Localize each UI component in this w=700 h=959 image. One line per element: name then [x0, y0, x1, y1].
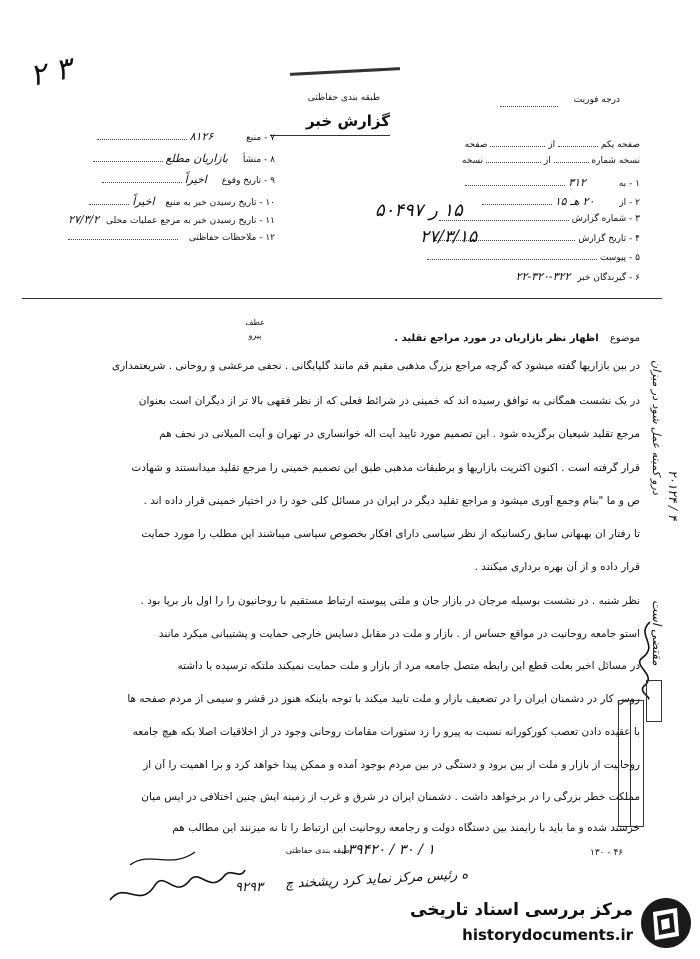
form-dots	[89, 204, 129, 205]
header-stroke	[290, 67, 400, 76]
form-label: ۷ - منبع	[246, 133, 275, 143]
body-line: روس کار در دشمنان ایران را در تضعیف بازار و ملت تایید میکند با توجه باینکه هنوز در قشر و سیمی از مردم صفحه ها	[127, 693, 640, 705]
form-value: ۲۷/۳/۲	[68, 213, 100, 226]
body-line: نظر شنبه . در نشست بوسیله مرجان در بازار جان و ملتی پیوسته ارتباط مستقیم با روحانیون را را اول بار برپا بود .	[140, 595, 640, 607]
body-line: در مسائل اخیر بعلت قطع این رابطه متصل جامعه مرد از بازار و ملت حمایت نمیکند ملتکه ترسیده یا داشته	[177, 660, 640, 672]
form-label: ۸ - منشأ	[242, 155, 275, 165]
footer-date-number: ۱۳۹۴۲۰ / ۳۰ / ۱	[340, 842, 435, 858]
copy-of: از	[543, 156, 551, 166]
routing-stamp-small	[646, 680, 662, 722]
form-value: اخیراً	[132, 195, 155, 208]
priority-label: درجه فوریت	[573, 95, 620, 105]
watermark-logo-icon	[639, 896, 693, 950]
form-value: ۳۱۲	[568, 176, 586, 189]
report-date-handwritten: ۲۷/۳/۱۵	[420, 227, 478, 247]
subject-line	[360, 333, 640, 344]
footer-handwritten-number: ۹۲۹۳	[235, 880, 263, 895]
form-label: ۱۲ - ملاحظات حفاظتی	[188, 233, 275, 243]
form-label: ۳ - شماره گزارش	[571, 214, 640, 224]
form-dots	[558, 146, 598, 147]
form-label: ۵ - پیوست	[599, 253, 640, 263]
form-dots	[97, 139, 187, 140]
classification-bottom: طبقه بندی حفاظتی	[285, 846, 350, 855]
copy-copy: نسخه	[461, 156, 484, 166]
body-line: روحانیت از بازار و ملت از بین برود و دستگی در بین مردم بوجود آمده و ممکن پیدا خواهد کرد و برا اهمیت را آن از	[143, 759, 640, 771]
form-dots	[93, 161, 163, 162]
form-value: بازاریان مطلع	[165, 152, 228, 165]
watermark-url: historydocuments.ir	[462, 926, 633, 944]
body-line: استو جامعه روحانیت در مواقع حساس از . بازار و ملت در مقابل دسایس خارجی حمایت و پشتیبانی میکرد مانند	[158, 628, 640, 640]
right-form-row-6	[405, 270, 640, 283]
body-line: با عقیده دادن تعصب کورکورانه نسبت به پیرو را زد ستورات مقامات روحانی وجود در از اخلاقیات اصلا بکه هیچ جامعه	[132, 726, 640, 738]
report-number-handwritten: ۱۵ ر ۵۰۴۹۷	[375, 200, 463, 221]
footer-signature-scribble	[100, 840, 250, 920]
form-value: ۸۱۲۶	[189, 130, 214, 143]
left-form-row-9	[30, 173, 275, 186]
form-separator	[22, 298, 662, 299]
margin-note-top: درو کمیته عمل شود در میزان	[650, 360, 663, 495]
form-label: ۹ - تاریخ وقوع	[221, 176, 275, 186]
form-value: ۳۲۲-۳۲۰-۲۲	[515, 270, 571, 283]
form-label: ۲ - از	[619, 198, 640, 208]
form-label: ۱ - به	[618, 179, 640, 189]
form-value: اخیراً	[184, 173, 207, 186]
footer-date-prefix: ۱۳۰ - ۴۶	[590, 848, 624, 858]
header-rule	[270, 135, 390, 136]
form-value: ۲۰ هـ ۱۵	[554, 195, 595, 208]
form-dots	[68, 239, 178, 240]
margin-note-mid: ۲۰۱۲۴ / ۴	[666, 470, 680, 521]
body-line: مرجع تقلید شیعیان برگزیده شود . این تصمیم مورد تایید آیت اله خوانساری در تهران و آیت المیلانی در نجف هم	[159, 428, 640, 440]
reference-stamp-top: عطف	[245, 318, 265, 327]
right-form-row-5	[405, 253, 640, 263]
routing-stamp	[618, 700, 644, 827]
sheet-of: از	[548, 140, 556, 150]
body-line: در بین بازاریها گفته میشود که گرچه مراجع بزرگ مذهبی مقیم قم مانند گلپایگانی . نجفی مرعشی و روحانی . شریعتمداری	[111, 360, 640, 372]
sheet-label: صفحه یکم	[600, 140, 640, 150]
form-label: ۱۱ - تاریخ رسیدن خبر به مرجع عملیات محلی	[106, 216, 275, 226]
reference-stamp-bottom: پیرو	[248, 331, 262, 340]
body-line: مملکت خطر بزرگی را در برخواهد داشت . دشمنان ایران در شرق و غرب از زمینه ایش چنین اختلافی در ایس میان	[141, 791, 640, 803]
form-dots	[554, 162, 589, 163]
copy-row	[405, 156, 640, 166]
form-dots	[102, 182, 182, 183]
body-line: تا رفتار ان بهبهانی سابق رکسانیکه از نظر سیاسی دارای افکار بخصوص سیاسی میباشند این مطلب را مورد حمایت	[141, 528, 640, 540]
form-dots	[427, 259, 597, 260]
margin-note-bottom: مقتضی است	[650, 600, 664, 666]
left-form-row-10	[30, 195, 275, 208]
left-form-row-8	[30, 152, 275, 165]
left-form-row-11	[30, 213, 275, 226]
page-number-handwritten: ۲ ۳	[26, 51, 75, 94]
form-label: ۴ - تاریخ گزارش	[578, 234, 640, 244]
body-line: قرار داده و از آن بهره برداری میکنند .	[474, 561, 640, 573]
sheet-page: صفحه	[464, 140, 488, 150]
form-label: ۶ - گیرندگان خبر	[577, 273, 640, 283]
copy-label: نسخه شماره	[591, 156, 640, 166]
watermark	[410, 892, 695, 954]
form-dots	[465, 185, 565, 186]
body-line: ص و ما "بنام وجمع آوری میشود و مراجع تقلید دیگر در ایران در مسائل کلی خود را در اختیار خمینی قرار داده اند .	[143, 495, 640, 507]
left-form-row-12	[30, 233, 275, 243]
watermark-title: مرکز بررسی اسناد تاریخی	[410, 900, 633, 920]
form-dots	[490, 146, 545, 147]
form-dots	[486, 162, 541, 163]
right-form-row-1	[405, 176, 640, 189]
footer-handwritten-note: ه رئیس مرکز نماید کرد ریشخند چ	[284, 867, 469, 892]
subject-label: موضوع	[609, 333, 640, 344]
body-line: قرار گرفته است . اکنون اکثریت بازاریها و برطبقات مذهبی طبق این تصمیم خمینی را مرجع تقلید میدانستند و شهادت	[131, 462, 640, 474]
classification-top: طبقه بندی حفاظتی	[307, 93, 380, 103]
body-line: خرسند شده و ما باید با رایمند بین دستگاه دولت و رجامعه روحانیت این ارتباط را تا نه میزنند این مطالب هم	[172, 822, 640, 834]
sheet-row	[405, 140, 640, 150]
reference-stamp	[230, 318, 280, 346]
priority-dots	[500, 106, 558, 107]
form-label: ۱۰ - تاریخ رسیدن خبر به منبع	[165, 198, 275, 208]
body-line: در یک نشست همگانی به توافق رسیده اند که خمینی در شرائط فعلی که از نظر فقهی بالا تر از دیگران است بعنوان	[138, 395, 640, 407]
form-dots	[482, 204, 552, 205]
report-title: گزارش خبر	[305, 112, 390, 130]
subject-text: اظهار نظر بازاریان در مورد مراجع تقلید .	[394, 333, 599, 344]
left-form-row-7	[30, 130, 275, 143]
